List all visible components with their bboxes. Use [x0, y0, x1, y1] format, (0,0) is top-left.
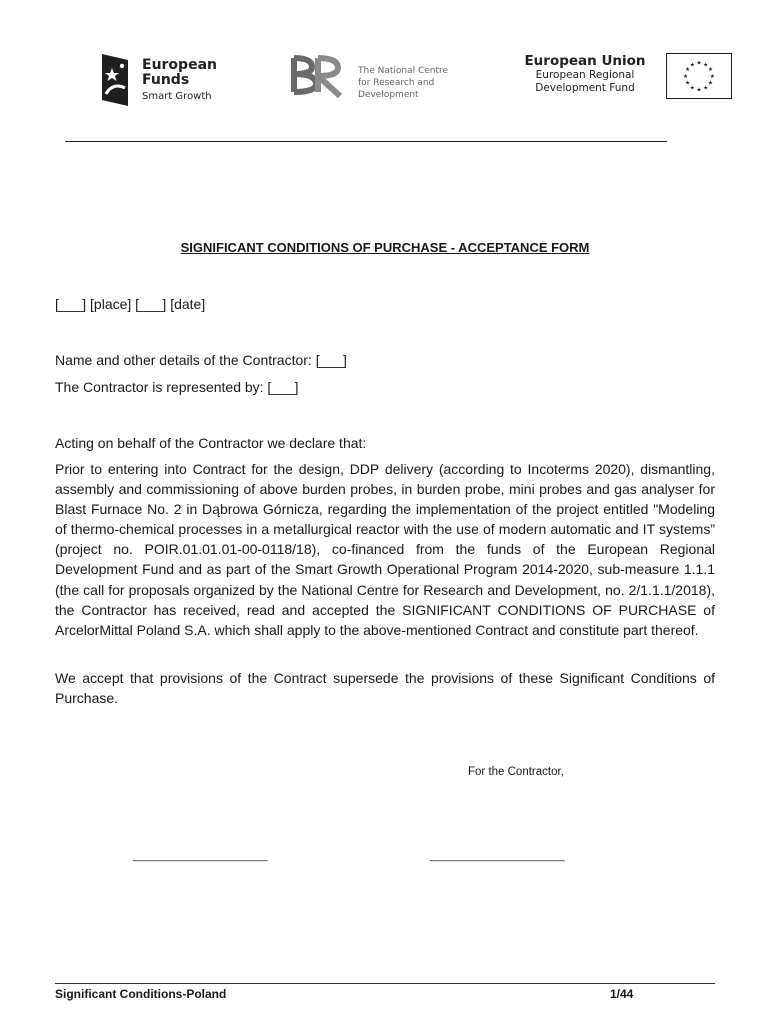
- svg-text:★: ★: [709, 73, 715, 80]
- footer-document-name: Significant Conditions-Poland: [55, 987, 227, 1001]
- svg-text:★: ★: [703, 62, 709, 69]
- eu-line1: European Regional: [535, 69, 635, 81]
- contractor-name-line: Name and other details of the Contractor: [___]: [55, 352, 347, 368]
- svg-text:★: ★: [707, 80, 714, 87]
- eu-logo: [520, 53, 740, 103]
- footer-divider: [55, 983, 715, 984]
- eu-line2: Development Fund: [535, 82, 635, 94]
- eu-title: European Union: [524, 53, 646, 69]
- contractor-rep-line: The Contractor is represented by: [___]: [55, 379, 299, 395]
- svg-text:★: ★: [707, 67, 714, 74]
- signature-line-right: ______________________: [430, 850, 565, 862]
- european-funds-logo: [98, 50, 228, 110]
- svg-text:★: ★: [696, 87, 702, 94]
- acceptance-paragraph: We accept that provisions of the Contract supersede the provisions of these Significant Conditions of Purchase.: [55, 670, 715, 707]
- ncbr-logo: [290, 52, 490, 102]
- header-divider: [65, 141, 667, 142]
- place-date-line: [___] [place] [___] [date]: [55, 296, 206, 312]
- acting-line: Acting on behalf of the Contractor we declare that:: [55, 435, 367, 451]
- svg-text:★: ★: [689, 62, 695, 69]
- signature-line-left: ______________________: [133, 850, 268, 862]
- eu-flag-icon: [666, 53, 732, 99]
- svg-text:★: ★: [696, 60, 702, 67]
- ncbr-line1: The National Centre: [358, 66, 449, 76]
- ef-line3: Smart Growth: [142, 91, 212, 102]
- svg-text:★: ★: [683, 73, 689, 80]
- european-funds-icon: [98, 50, 132, 108]
- declaration-paragraph: Prior to entering into Contract for the design, DDP delivery (according to Incoterms 2020), dismantling, assembly and commissioning of above burden probes, in burden probe, mini probes and gas analyser for Blast Furnace No. 2 in Dąbrowa Górnicza, regarding the implementation of the project entitled "Modeling of thermo-chemical processes in a metallurgical reactor with the use of modern automatic and IT systems” (project no. POIR.01.01.01-00-0118/18), co-financed from the funds of the European Regional Development Fund and as part of the Smart Growth Operational Program 2014-2020, sub-measure 1.1.1 (the call for proposals organized by the National Centre for Research and Development, no. 2/1.1.1/2018), the Contractor has received, read and accepted the SIGNIFICANT CONDITIONS OF PURCHASE of ArcelorMittal Poland S.A. which shall apply to the above-mentioned Contract and constitute part thereof.: [55, 461, 715, 638]
- footer-page-number: 1/44: [610, 987, 634, 1001]
- ef-line2: Funds: [142, 72, 190, 88]
- ncbr-line2: for Research and Development: [358, 78, 435, 100]
- svg-text:★: ★: [684, 80, 691, 87]
- svg-text:★: ★: [684, 67, 691, 74]
- svg-text:★: ★: [689, 85, 695, 92]
- ef-line1: European: [142, 57, 217, 73]
- for-contractor-label: For the Contractor,: [468, 766, 564, 778]
- ncbr-icon: [290, 52, 352, 102]
- svg-text:★: ★: [703, 85, 709, 92]
- document-title: SIGNIFICANT CONDITIONS OF PURCHASE - ACCEPTANCE FORM: [180, 240, 590, 255]
